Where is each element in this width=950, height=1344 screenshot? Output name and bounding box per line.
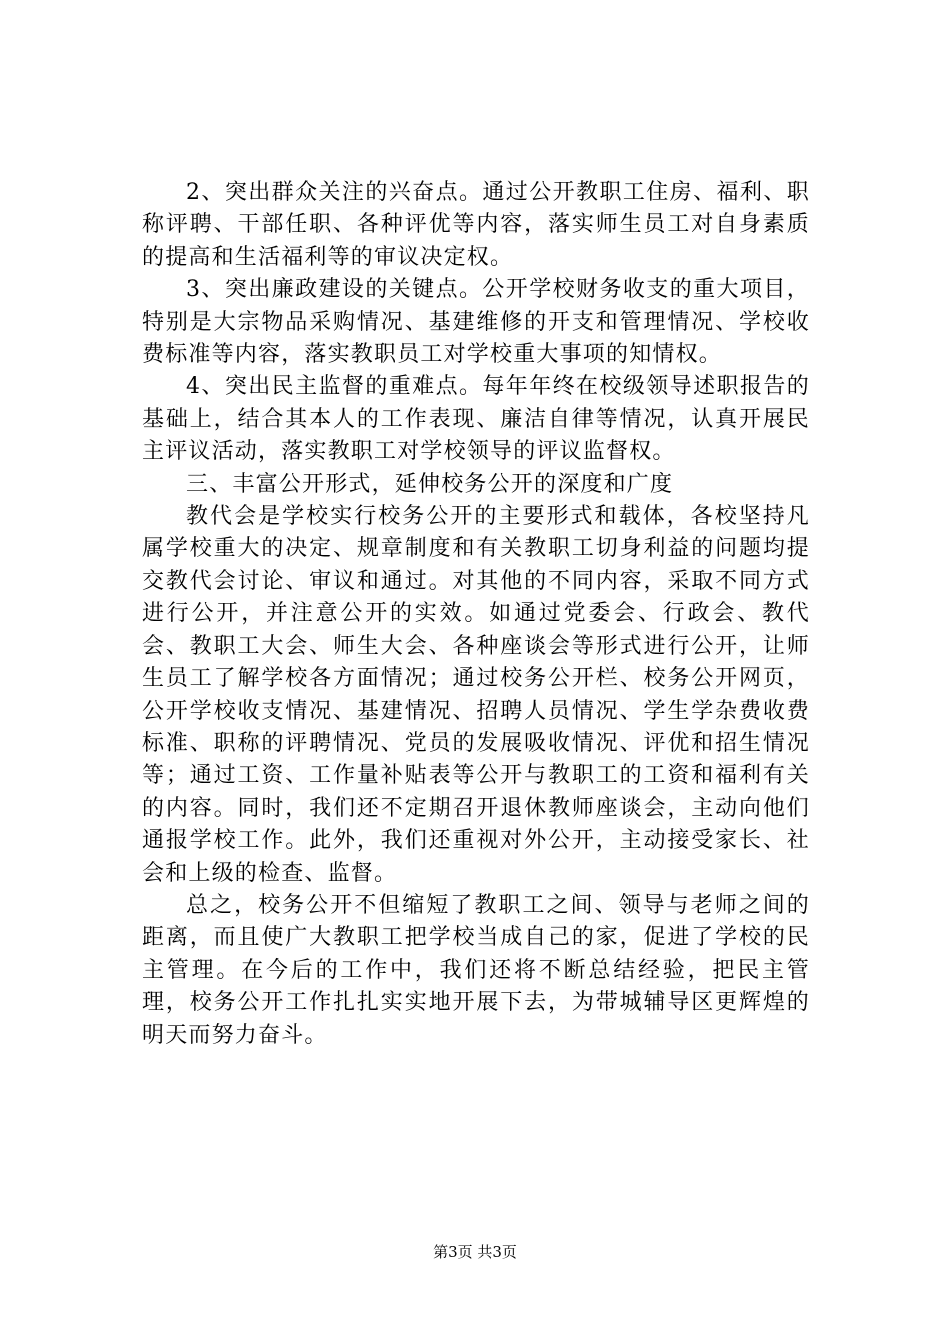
document-body [142,177,810,1052]
paragraph-point-2: 2、突出群众关注的兴奋点。通过公开教职工住房、福利、职称评聘、干部任职、各种评优等内容，落实师生员工对自身素质的提高和生活福利等的审议决定权。 [142,180,810,270]
paragraph-point-3: 3、突出廉政建设的关键点。公开学校财务收支的重大项目，特别是大宗物品采购情况、基建维修的开支和管理情况、学校收费标准等内容，落实教职员工对学校重大事项的知情权。 [142,277,810,368]
paragraph-point-4: 4、突出民主监督的重难点。每年年终在校级领导述职报告的基础上，结合其本人的工作表现、廉洁自律等情况，认真开展民主评议活动，落实教职工对学校领导的评议监督权。 [142,374,810,465]
paragraph-teachers-congress: 教代会是学校实行校务公开的主要形式和载体，各校坚持凡属学校重大的决定、规章制度和有关教职工切身利益的问题均提交教代会讨论、审议和通过。对其他的不同内容，采取不同方式进行公开，并注意公开的实效。如通过党委会、行政会、教代会、教职工大会、师生大会、各种座谈会等形式进行公开，让师生员工了解学校各方面情况；通过校务公开栏、校务公开网页，公开学校收支情况、基建情况、招聘人员情况、学生学杂费收费标准、职称的评聘情况、党员的发展吸收情况、评优和招生情况等；通过工资、工作量补贴表等公开与教职工的工资和福利有关的内容。同时，我们还不定期召开退休教师座谈会，主动向他们通报学校工作。此外，我们还重视对外公开，主动接受家长、社会和上级的检查、监督。 [142,504,810,886]
section-heading-3: 三、丰富公开形式，延伸校务公开的深度和广度 [186,471,674,497]
page-footer: 第3页 共3页 [433,1243,517,1261]
paragraph-conclusion: 总之，校务公开不但缩短了教职工之间、领导与老师之间的距离，而且使广大教职工把学校当成自己的家，促进了学校的民主管理。在今后的工作中，我们还将不断总结经验，把民主管理，校务公开工作扎扎实实地开展下去，为带城辅导区更辉煌的明天而努力奋斗。 [142,892,810,1048]
